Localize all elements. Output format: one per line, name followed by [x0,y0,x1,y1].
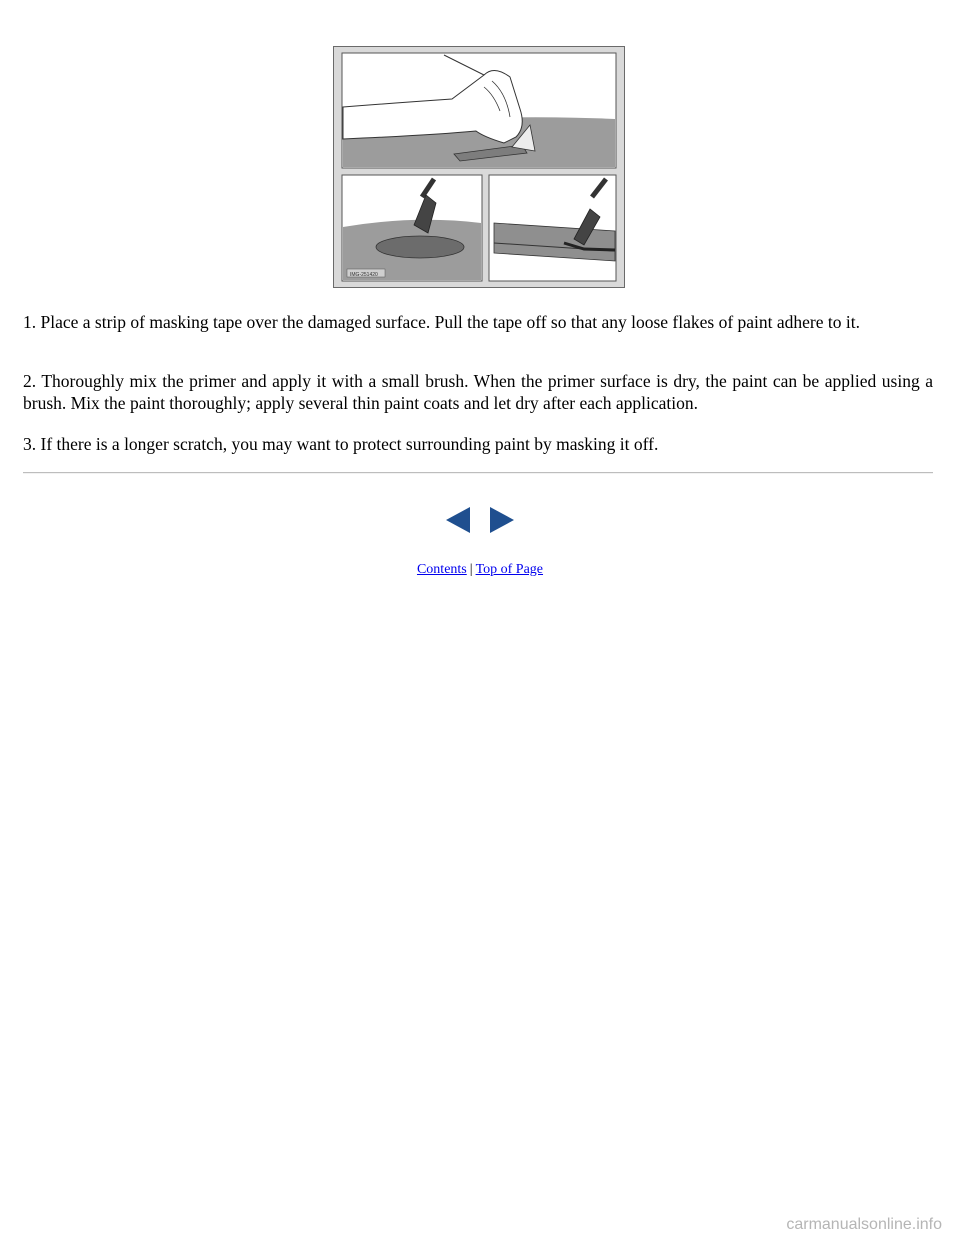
contents-link[interactable]: Contents [416,562,467,577]
right-arrow-icon [488,506,516,534]
top-of-page-link[interactable]: Top of Page [475,562,544,577]
step-1: 1. Place a strip of masking tape over the damaged surface. Pull the tape off so that any loose flakes of paint adhere to it. [23,312,860,332]
repair-illustration-drawing [334,47,624,287]
previous-page-button[interactable] [444,506,472,534]
next-page-button[interactable] [488,506,516,534]
tape-panel [342,53,616,168]
repair-illustration [333,46,625,288]
primer-panel [342,175,482,281]
link-separator: | [469,562,473,577]
footer-watermark: carmanualsonline.info [786,1216,942,1233]
page-navigation [444,506,516,534]
step-2: 2. Thoroughly mix the primer and apply it with a small brush. When the primer surface is dry, the paint can be applied using a brush. Mix the paint thoroughly; apply several thin paint coats and let dry after each application. [23,371,933,413]
left-arrow-icon [444,506,472,534]
section-divider [23,472,933,474]
image-code: IMG-251420 [350,272,378,278]
footer-links [0,561,960,579]
paint-panel [489,175,616,281]
step-3: 3. If there is a longer scratch, you may want to protect surrounding paint by masking it off. [23,434,659,454]
